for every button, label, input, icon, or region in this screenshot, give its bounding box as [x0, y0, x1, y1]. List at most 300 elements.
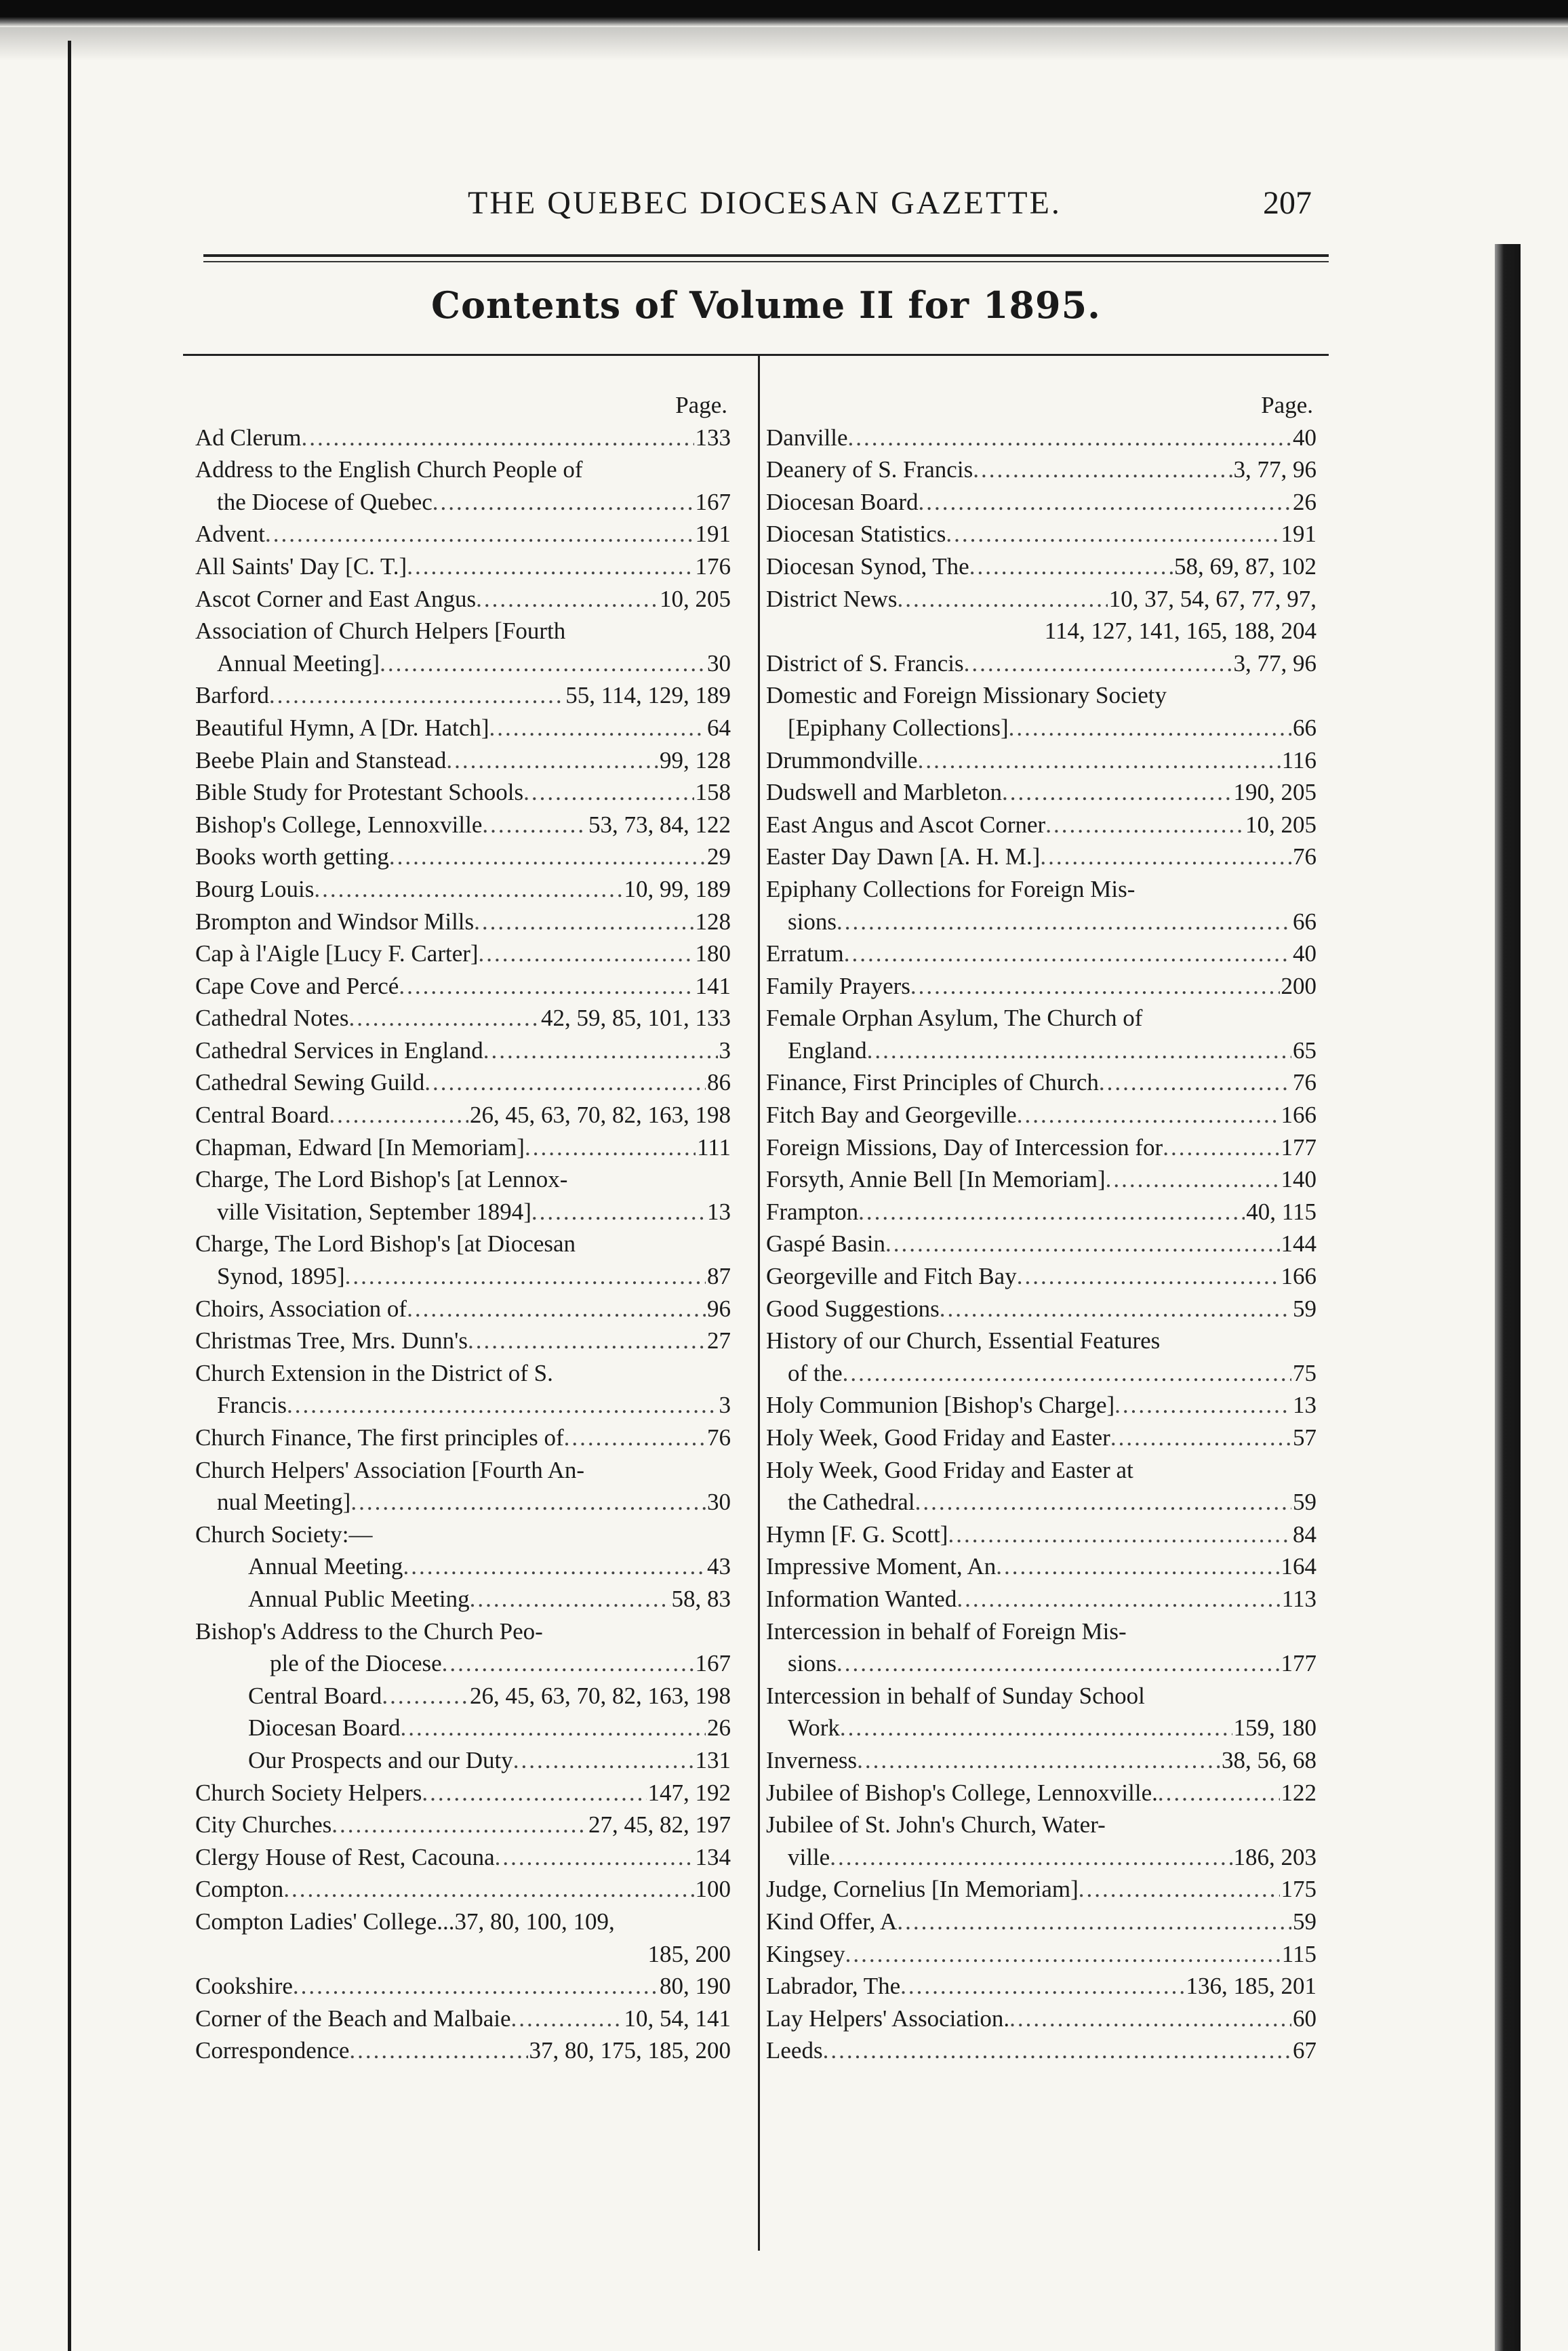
dot-leader — [523, 776, 693, 809]
entry-title: District of S. Francis — [766, 649, 964, 677]
entry-title: Epiphany Collections for Foreign Mis- — [766, 875, 1135, 902]
entry-title: Diocesan Synod, The — [766, 552, 969, 580]
scan-edge-top — [0, 0, 1568, 27]
index-entry — [766, 1357, 1316, 1390]
entry-title: Our Prospects and our Duty — [248, 1746, 513, 1773]
index-entry — [195, 1550, 731, 1583]
dot-leader — [399, 970, 693, 1003]
entry-title: Georgeville and Fitch Bay — [766, 1263, 1017, 1290]
dot-leader — [531, 1196, 706, 1228]
index-entry — [195, 1196, 731, 1228]
entry-pages: 177 — [1281, 1650, 1316, 1677]
entry-pages: 80, 190 — [660, 1973, 731, 2000]
index-entry — [195, 647, 731, 680]
entry-title: Leeds — [766, 2037, 823, 2064]
dot-leader — [269, 679, 564, 712]
entry-title: Church Finance, The first principles of — [195, 1424, 564, 1451]
entry-pages: 64 — [707, 714, 731, 741]
scan-edge-right — [1495, 244, 1521, 2351]
entry-title: Jubilee of Bishop's College, Lennoxville. — [766, 1779, 1158, 1806]
dot-leader — [468, 1325, 706, 1357]
dot-leader — [897, 1906, 1291, 1938]
entry-pages: 55, 114, 129, 189 — [565, 682, 731, 709]
dot-leader — [867, 1034, 1291, 1067]
entry-title: Association of Church Helpers [Fourth — [195, 618, 566, 645]
entry-pages: 40, 115 — [1246, 1198, 1316, 1225]
dot-leader — [1106, 1163, 1280, 1196]
index-entry — [195, 1680, 731, 1712]
entry-pages: 122 — [1281, 1779, 1316, 1806]
entry-title: Finance, First Principles of Church — [766, 1069, 1099, 1096]
dot-leader — [495, 1841, 694, 1874]
index-entry — [766, 1131, 1316, 1164]
index-entry — [195, 1647, 731, 1680]
entry-title: Francis — [217, 1392, 287, 1419]
index-entry — [766, 744, 1316, 777]
entry-title: Inverness — [766, 1746, 858, 1773]
entry-pages: 27 — [707, 1327, 731, 1354]
index-entry — [195, 1099, 731, 1131]
entry-title: Bourg Louis — [195, 875, 315, 902]
dot-leader — [525, 1131, 696, 1164]
entry-pages: 166 — [1281, 1263, 1316, 1290]
page-number: 207 — [1263, 185, 1312, 221]
column-divider — [758, 356, 760, 2251]
entry-title: Easter Day Dawn [A. H. M.] — [766, 843, 1041, 870]
entry-title: Family Prayers — [766, 972, 910, 999]
entry-title: Corner of the Beach and Malbaie — [195, 2005, 511, 2032]
entry-title: Information Wanted — [766, 1585, 957, 1612]
index-entry — [766, 1002, 1316, 1034]
index-entry — [195, 1454, 731, 1487]
entry-pages: 40 — [1293, 424, 1316, 451]
entry-title: Gaspé Basin — [766, 1230, 885, 1258]
dot-leader — [564, 1422, 706, 1454]
dot-leader — [470, 1583, 670, 1615]
entry-title: Dudswell and Marbleton — [766, 779, 1002, 806]
entry-pages: 10, 37, 54, 67, 77, 97, — [1108, 585, 1316, 612]
page-header — [203, 184, 1329, 232]
dot-leader — [957, 1583, 1280, 1615]
dot-leader — [474, 906, 693, 938]
entry-title: ville — [788, 1843, 830, 1870]
dot-leader — [401, 1712, 706, 1744]
entry-title: of the — [788, 1359, 843, 1386]
entry-title: All Saints' Day [C. T.] — [195, 552, 407, 580]
entry-title: Jubilee of St. John's Church, Water- — [766, 1811, 1106, 1838]
entry-title: Foreign Missions, Day of Intercession for — [766, 1133, 1163, 1161]
entry-title: Compton Ladies' College...37, 80, 100, 109, — [195, 1908, 615, 1935]
index-entry — [195, 422, 731, 454]
entry-title: Cathedral Sewing Guild — [195, 1069, 425, 1096]
index-entry — [195, 1325, 731, 1357]
index-entry — [195, 550, 731, 583]
entry-pages: 37, 80, 175, 185, 200 — [529, 2037, 731, 2064]
entry-pages: 159, 180 — [1233, 1714, 1316, 1742]
index-entry — [766, 1519, 1316, 1551]
index-entry — [195, 1841, 731, 1874]
dot-leader — [403, 1550, 706, 1583]
index-entry — [195, 744, 731, 777]
index-entry — [766, 841, 1316, 873]
scan-edge-left — [68, 41, 71, 2351]
entry-pages: 111 — [697, 1133, 731, 1161]
entry-pages: 10, 99, 189 — [624, 875, 731, 902]
entry-title: Diocesan Board — [766, 488, 919, 515]
entry-pages: 167 — [695, 1650, 731, 1677]
entry-title: the Diocese of Quebec — [217, 488, 433, 515]
dot-leader — [513, 1744, 694, 1777]
title-rule — [183, 354, 1329, 356]
entry-title: Beautiful Hymn, A [Dr. Hatch] — [195, 714, 489, 741]
entry-pages: 166 — [1281, 1102, 1316, 1129]
index-entry — [766, 1970, 1316, 2003]
index-entry — [766, 1647, 1316, 1680]
dot-leader — [446, 744, 658, 777]
index-entry — [195, 841, 731, 873]
entry-pages: 59 — [1293, 1489, 1316, 1516]
dot-leader — [489, 712, 706, 744]
entry-pages: 186, 203 — [1233, 1843, 1316, 1870]
dot-leader — [1163, 1131, 1279, 1164]
entry-pages: 87 — [707, 1263, 731, 1290]
index-entry — [766, 1680, 1316, 1712]
dot-leader — [1079, 1873, 1280, 1906]
entry-title: Female Orphan Asylum, The Church of — [766, 1005, 1143, 1032]
entry-title: England — [788, 1037, 867, 1064]
header-rule-thin — [203, 261, 1329, 262]
entry-pages: 180 — [695, 940, 731, 967]
entry-pages: 3 — [719, 1392, 731, 1419]
index-entry — [195, 1131, 731, 1164]
entry-title: Church Society Helpers — [195, 1779, 422, 1806]
entry-title: Drummondville — [766, 746, 918, 773]
entry-pages: 191 — [1281, 521, 1316, 548]
entry-pages: 191 — [695, 521, 731, 548]
entry-pages: 164 — [1281, 1553, 1316, 1580]
entry-pages: 59 — [1293, 1908, 1316, 1935]
index-entry — [195, 583, 731, 616]
index-entry — [766, 1454, 1316, 1487]
dot-leader — [1110, 1422, 1291, 1454]
entry-title: Church Society:— — [195, 1521, 373, 1548]
entry-title: Kind Offer, A — [766, 1908, 898, 1935]
page-column-label: Page. — [1261, 392, 1313, 418]
index-entry — [766, 422, 1316, 454]
dot-leader — [382, 1680, 468, 1712]
index-entry — [195, 1002, 731, 1034]
index-entry — [766, 776, 1316, 809]
page-title: Contents of Volume II for 1895. — [431, 283, 1101, 327]
index-entry — [195, 1583, 731, 1615]
entry-pages: 167 — [695, 488, 731, 515]
index-entry — [766, 1938, 1316, 1971]
entry-title: Lay Helpers' Association. — [766, 2005, 1010, 2032]
index-entry — [766, 1422, 1316, 1454]
entry-title: Address to the English Church People of — [195, 456, 583, 483]
entry-pages: 40 — [1293, 940, 1316, 967]
index-entry — [195, 1422, 731, 1454]
dot-leader — [969, 550, 1173, 583]
index-entry — [766, 1841, 1316, 1874]
entry-title: Labrador, The — [766, 1973, 901, 2000]
entry-pages: 144 — [1281, 1230, 1316, 1258]
entry-title: District News — [766, 585, 898, 612]
index-entry — [195, 1163, 731, 1196]
dot-leader — [345, 1260, 706, 1293]
entry-pages: 76 — [1293, 843, 1316, 870]
dot-leader — [424, 1066, 706, 1099]
dot-leader — [910, 970, 1280, 1003]
entry-pages: 99, 128 — [660, 746, 731, 773]
entry-title: ple of the Diocese — [270, 1650, 442, 1677]
entry-title: Judge, Cornelius [In Memoriam] — [766, 1876, 1079, 1903]
entry-pages: 134 — [695, 1843, 731, 1870]
index-entry — [766, 486, 1316, 519]
right-column — [766, 389, 1316, 2067]
index-entry — [766, 1712, 1316, 1744]
index-entry — [766, 679, 1316, 712]
dot-leader — [848, 422, 1291, 454]
running-title: THE QUEBEC DIOCESAN GAZETTE. — [468, 185, 1062, 221]
entry-title: Annual Public Meeting — [248, 1585, 470, 1612]
entry-pages: 58, 69, 87, 102 — [1174, 552, 1316, 580]
index-entry — [195, 1809, 731, 1841]
dot-leader — [422, 1777, 646, 1809]
entry-pages: 147, 192 — [647, 1779, 731, 1806]
index-entry — [766, 2003, 1316, 2035]
entry-pages: 42, 59, 85, 101, 133 — [541, 1005, 731, 1032]
entry-title: Erratum — [766, 940, 844, 967]
dot-leader — [964, 647, 1232, 680]
entry-title: Central Board — [248, 1682, 382, 1709]
entry-pages: 60 — [1293, 2005, 1316, 2032]
entry-pages: 57 — [1293, 1424, 1316, 1451]
index-entry — [195, 1615, 731, 1648]
index-entry — [195, 970, 731, 1003]
index-entry — [766, 1196, 1316, 1228]
index-entry — [766, 2034, 1316, 2067]
index-entry — [195, 1873, 731, 1906]
entry-pages: 13 — [707, 1198, 731, 1225]
entry-title: Charge, The Lord Bishop's [at Lennox- — [195, 1166, 568, 1193]
dot-leader — [302, 422, 694, 454]
index-entry — [766, 873, 1316, 906]
entry-title: Barford — [195, 682, 269, 709]
entry-pages: 66 — [1293, 908, 1316, 935]
index-entry — [195, 486, 731, 519]
entry-title: Choirs, Association of — [195, 1295, 407, 1322]
entry-title: Cap à l'Aigle [Lucy F. Carter] — [195, 940, 479, 967]
index-entry — [195, 679, 731, 712]
entry-title: Bishop's College, Lennoxville — [195, 811, 483, 838]
entry-pages: 53, 73, 84, 122 — [588, 811, 731, 838]
index-entry — [766, 1099, 1316, 1131]
dot-leader — [349, 2034, 527, 2067]
dot-leader — [837, 1647, 1280, 1680]
entry-title: Hymn [F. G. Scott] — [766, 1521, 948, 1548]
entry-pages: 200 — [1281, 972, 1316, 999]
dot-leader — [482, 809, 587, 841]
index-entry — [195, 1066, 731, 1099]
entry-title: Synod, 1895] — [217, 1263, 345, 1290]
index-entry — [195, 906, 731, 938]
index-entry — [195, 1228, 731, 1260]
entry-title: Central Board — [195, 1102, 329, 1129]
index-entry — [766, 1163, 1316, 1196]
entry-title: Cathedral Services in England — [195, 1037, 483, 1064]
entry-title: Bible Study for Protestant Schools — [195, 779, 524, 806]
entry-title: Annual Meeting — [248, 1553, 403, 1580]
entry-pages: 3, 77, 96 — [1233, 456, 1316, 483]
entry-title: Fitch Bay and Georgeville — [766, 1102, 1017, 1129]
dot-leader — [348, 1002, 540, 1034]
dot-leader — [1017, 1260, 1280, 1293]
index-entry — [766, 1034, 1316, 1067]
entry-title: Ascot Corner and East Angus — [195, 585, 477, 612]
entry-pages: 66 — [1293, 714, 1316, 741]
entry-pages: 30 — [707, 649, 731, 677]
entry-title: sions — [788, 908, 837, 935]
entry-pages: 141 — [695, 972, 731, 999]
entry-pages: 27, 45, 82, 197 — [588, 1811, 731, 1838]
left-column — [195, 389, 731, 2067]
index-entry — [195, 809, 731, 841]
index-entry — [195, 1260, 731, 1293]
entry-title: Correspondence — [195, 2037, 350, 2064]
entry-title: Cathedral Notes — [195, 1005, 349, 1032]
entry-title: Cookshire — [195, 1973, 293, 2000]
dot-leader — [840, 1712, 1232, 1744]
dot-leader — [900, 1970, 1184, 2003]
index-entry — [195, 938, 731, 970]
dot-leader — [948, 1519, 1291, 1551]
index-entry — [766, 1583, 1316, 1615]
index-entry — [766, 1777, 1316, 1809]
dot-leader — [511, 2003, 623, 2035]
dot-leader — [442, 1647, 694, 1680]
entry-pages: 176 — [695, 552, 731, 580]
entry-pages: 26 — [1293, 488, 1316, 515]
entry-pages: 38, 56, 68 — [1222, 1746, 1316, 1773]
entry-pages: 131 — [695, 1746, 731, 1773]
dot-leader — [843, 1357, 1291, 1390]
entry-pages: 177 — [1281, 1133, 1316, 1161]
entry-title: Advent — [195, 521, 266, 548]
dot-leader — [479, 938, 694, 970]
entry-pages: 96 — [707, 1295, 731, 1322]
dot-leader — [1009, 712, 1291, 744]
entry-pages: 115 — [1281, 1940, 1316, 1967]
entry-title: Diocesan Statistics — [766, 521, 946, 548]
index-entry — [195, 1357, 731, 1390]
index-entry — [195, 1906, 731, 1938]
entry-title: Clergy House of Rest, Cacouna — [195, 1843, 495, 1870]
index-entry — [195, 776, 731, 809]
entry-title: Deanery of S. Francis — [766, 456, 973, 483]
dot-leader — [287, 1389, 717, 1422]
dot-leader — [1040, 841, 1291, 873]
index-entry — [195, 1744, 731, 1777]
dot-leader — [1017, 1099, 1280, 1131]
index-entry — [766, 938, 1316, 970]
entry-pages: 185, 200 — [647, 1940, 731, 1967]
index-entry — [195, 1970, 731, 2003]
dot-leader — [265, 518, 693, 550]
index-entry — [195, 1712, 731, 1744]
dot-leader — [919, 486, 1291, 519]
dot-leader — [830, 1841, 1232, 1874]
dot-leader — [844, 938, 1291, 970]
index-entry — [766, 1744, 1316, 1777]
entry-pages: 75 — [1293, 1359, 1316, 1386]
dot-leader — [845, 1938, 1281, 1971]
entry-title: nual Meeting] — [217, 1489, 351, 1516]
entry-pages: 128 — [695, 908, 731, 935]
entry-title: [Epiphany Collections] — [788, 714, 1009, 741]
index-entry — [766, 615, 1316, 647]
entry-title: Compton — [195, 1876, 284, 1903]
entry-pages: 3, 77, 96 — [1233, 649, 1316, 677]
index-entry — [195, 1034, 731, 1067]
index-entry — [766, 1615, 1316, 1648]
dot-leader — [1009, 2003, 1291, 2035]
index-entry — [195, 1389, 731, 1422]
dot-leader — [858, 1196, 1245, 1228]
index-entry — [766, 1906, 1316, 1938]
entry-pages: 76 — [707, 1424, 731, 1451]
dot-leader — [915, 1486, 1291, 1519]
index-entry — [195, 1486, 731, 1519]
index-entry — [195, 712, 731, 744]
dot-leader — [918, 744, 1281, 777]
index-entry — [766, 550, 1316, 583]
entry-title: ville Visitation, September 1894] — [217, 1198, 531, 1225]
index-entry — [195, 454, 731, 486]
entry-title: Danville — [766, 424, 848, 451]
dot-leader — [407, 1293, 706, 1325]
entry-pages: 30 — [707, 1489, 731, 1516]
entry-pages: 29 — [707, 843, 731, 870]
entry-pages: 10, 54, 141 — [624, 2005, 731, 2032]
entry-title: Frampton — [766, 1198, 859, 1225]
index-entry — [195, 873, 731, 906]
entry-title: Work — [788, 1714, 840, 1742]
dot-leader — [389, 841, 706, 873]
dot-leader — [1114, 1389, 1291, 1422]
dot-leader — [940, 1293, 1291, 1325]
dot-leader — [1158, 1777, 1280, 1809]
dot-leader — [857, 1744, 1220, 1777]
entry-pages: 133 — [695, 424, 731, 451]
entry-pages: 26, 45, 63, 70, 82, 163, 198 — [470, 1682, 731, 1709]
index-entry — [766, 518, 1316, 550]
index-entry — [766, 454, 1316, 486]
entry-pages: 158 — [695, 779, 731, 806]
page-column-label: Page. — [675, 392, 727, 418]
entry-title: Holy Communion [Bishop's Charge] — [766, 1392, 1115, 1419]
index-entry — [195, 1938, 731, 1971]
entry-pages: 10, 205 — [1245, 811, 1316, 838]
dot-leader — [350, 1486, 706, 1519]
index-entry — [195, 1293, 731, 1325]
entry-pages: 58, 83 — [671, 1585, 731, 1612]
entry-pages: 3 — [719, 1037, 731, 1064]
entry-title: Church Extension in the District of S. — [195, 1359, 553, 1386]
index-entry — [766, 712, 1316, 744]
index-entry — [195, 518, 731, 550]
entry-title: Holy Week, Good Friday and Easter at — [766, 1456, 1133, 1483]
